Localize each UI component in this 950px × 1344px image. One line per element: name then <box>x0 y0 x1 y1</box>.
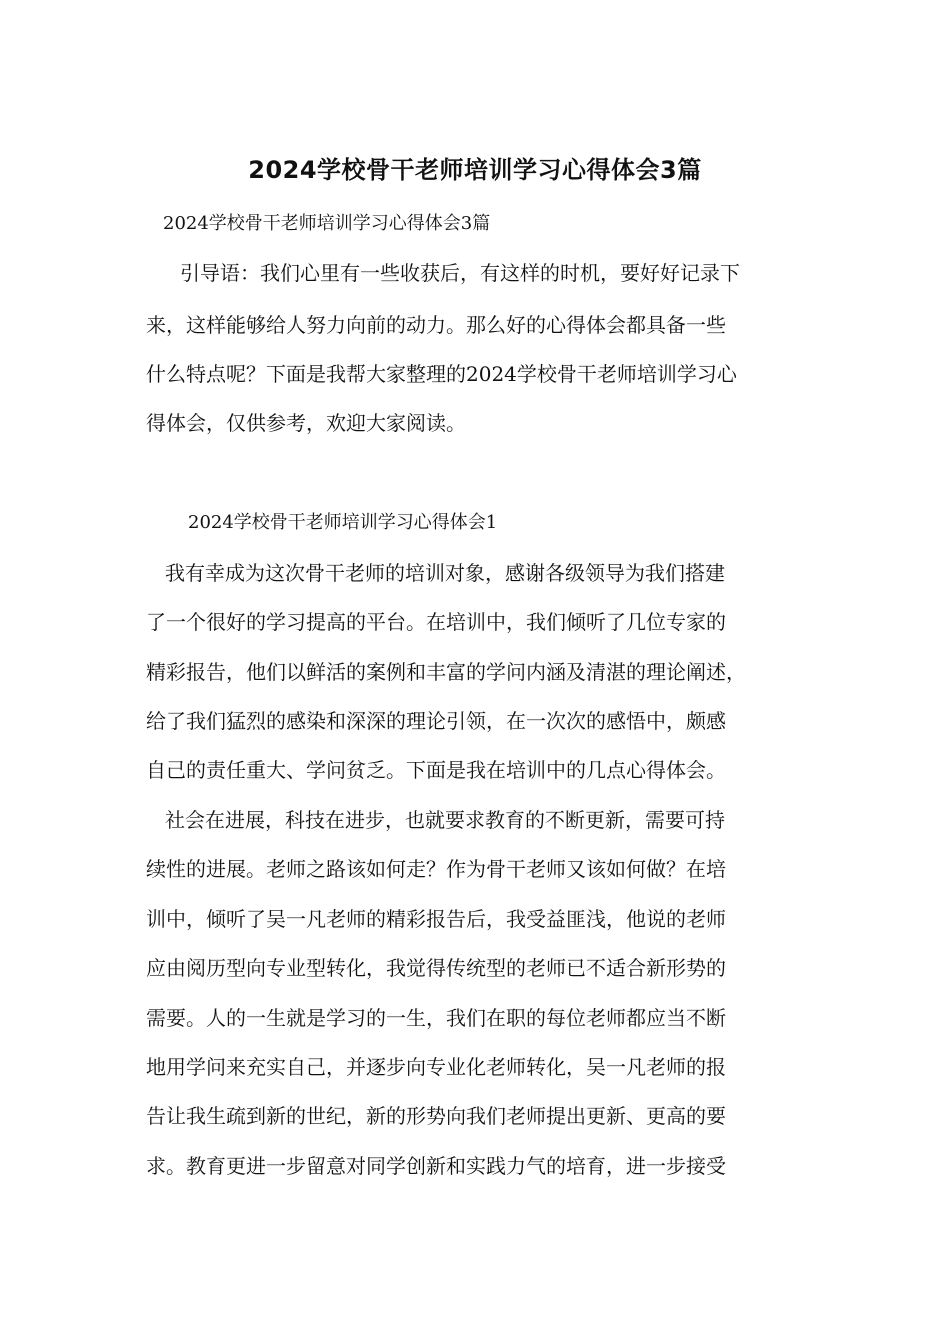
intro-line: 什么特点呢？下面是我帮大家整理的2024学校骨干老师培训学习心 <box>146 362 737 386</box>
paragraph-line: 社会在进展，科技在进步，也就要求教育的不断更新，需要可持 <box>165 808 725 832</box>
paragraph-line: 需要。人的一生就是学习的一生，我们在职的每位老师都应当不断 <box>146 1006 726 1030</box>
paragraph-line: 地用学问来充实自己，并逐步向专业化老师转化，吴一凡老师的报 <box>146 1055 726 1079</box>
section-heading: 2024学校骨干老师培训学习心得体会1 <box>188 512 498 533</box>
paragraph-line: 给了我们猛烈的感染和深深的理论引领，在一次次的感悟中，颇感 <box>146 709 726 733</box>
paragraph-line: 训中，倾听了吴一凡老师的精彩报告后，我受益匪浅，他说的老师 <box>146 907 726 931</box>
intro-line: 来，这样能够给人努力向前的动力。那么好的心得体会都具备一些 <box>146 313 726 337</box>
intro-line: 引导语：我们心里有一些收获后，有这样的时机，要好好记录下 <box>180 261 740 285</box>
paragraph-line: 续性的进展。老师之路该如何走？作为骨干老师又该如何做？在培 <box>146 857 726 881</box>
document-title: 2024学校骨干老师培训学习心得体会3篇 <box>248 156 702 184</box>
paragraph-line: 自己的责任重大、学问贫乏。下面是我在培训中的几点心得体会。 <box>146 758 726 782</box>
intro-line: 得体会，仅供参考，欢迎大家阅读。 <box>146 411 466 435</box>
paragraph-line: 精彩报告，他们以鲜活的案例和丰富的学问内涵及清湛的理论阐述， <box>146 660 746 684</box>
paragraph-line: 我有幸成为这次骨干老师的培训对象，感谢各级领导为我们搭建 <box>165 561 725 585</box>
paragraph-line: 了一个很好的学习提高的平台。在培训中，我们倾听了几位专家的 <box>146 610 726 634</box>
paragraph-line: 求。教育更进一步留意对同学创新和实践力气的培育，进一步接受 <box>146 1154 726 1178</box>
paragraph-line: 应由阅历型向专业型转化，我觉得传统型的老师已不适合新形势的 <box>146 956 726 980</box>
document-subtitle: 2024学校骨干老师培训学习心得体会3篇 <box>163 213 491 234</box>
paragraph-line: 告让我生疏到新的世纪，新的形势向我们老师提出更新、更高的要 <box>146 1104 726 1128</box>
